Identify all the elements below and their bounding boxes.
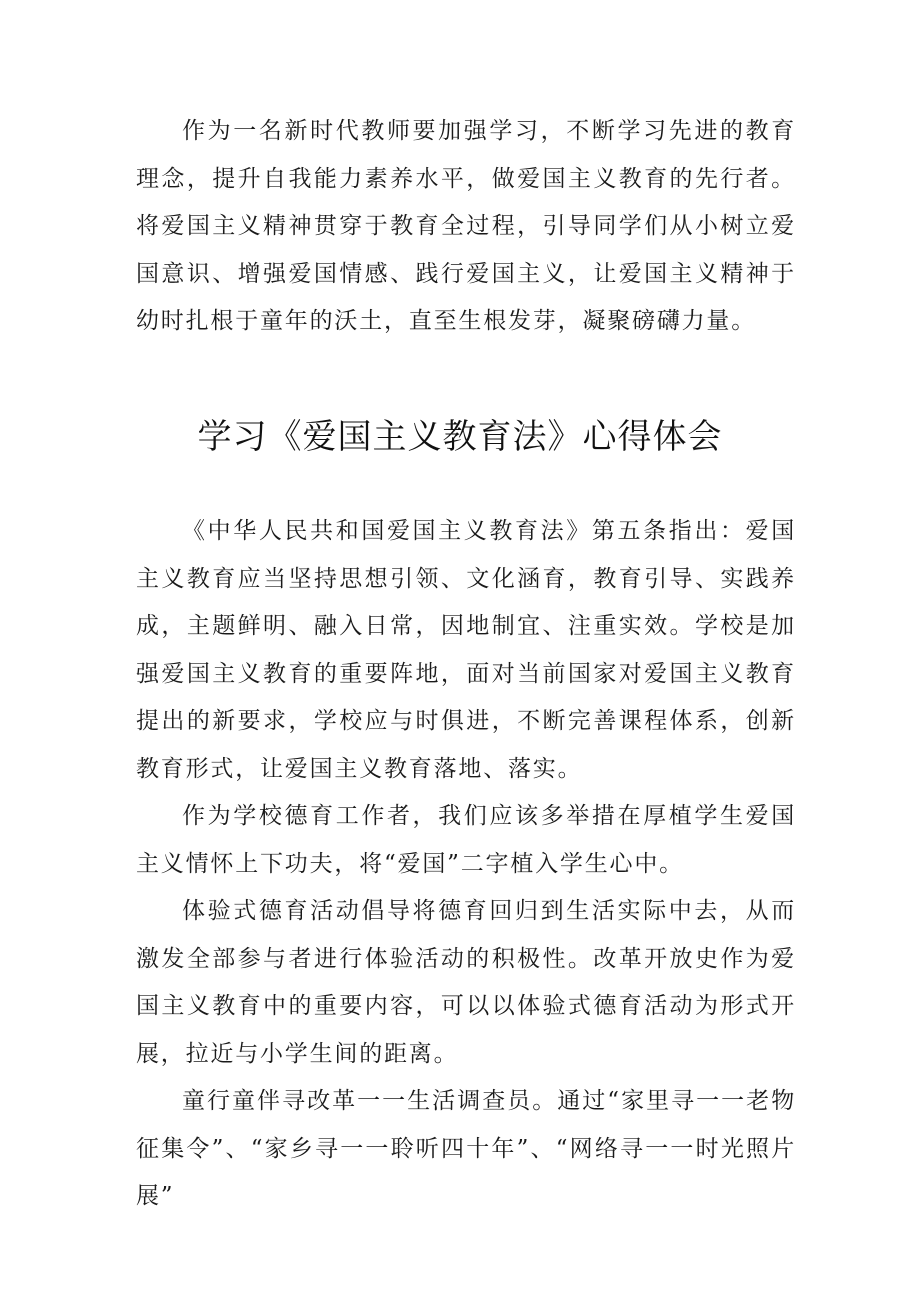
article-body <box>136 508 796 1221</box>
intro-section <box>136 108 796 346</box>
intro-paragraph: 作为一名新时代教师要加强学习，不断学习先进的教育理念，提升自我能力素养水平，做爱国主义教育的先行者。将爱国主义精神贯穿于教育全过程，引导同学们从小树立爱国意识、增强爱国情感、践行爱国主义，让爱国主义精神于幼时扎根于童年的沃土，直至生根发芽，凝聚磅礴力量。 <box>136 118 796 334</box>
body-paragraph-3: 体验式德育活动倡导将德育回归到生活实际中去，从而激发全部参与者进行体验活动的积极性。改革开放史作为爱国主义教育中的重要内容，可以以体验式德育活动为形式开展，拉近与小学生间的距离。 <box>136 898 796 1067</box>
article-title: 学习《爱国主义教育法》心得体会 <box>197 417 723 457</box>
body-paragraph-2: 作为学校德育工作者，我们应该多举措在厚植学生爱国主义情怀上下功夫，将“爱国”二字植入学生心中。 <box>136 803 796 877</box>
body-paragraph-4: 童行童伴寻改革一一生活调查员。通过“家里寻一一老物征集令”、“家乡寻一一聆听四十年”、“网络寻一一时光照片展” <box>136 1088 796 1209</box>
body-paragraph-1: 《中华人民共和国爱国主义教育法》第五条指出：爱国主义教育应当坚持思想引领、文化涵育，教育引导、实践养成，主题鲜明、融入日常，因地制宜、注重实效。学校是加强爱国主义教育的重要阵地，面对当前国家对爱国主义教育提出的新要求，学校应与时俱进，不断完善课程体系，创新教育形式，让爱国主义教育落地、落实。 <box>136 518 796 782</box>
